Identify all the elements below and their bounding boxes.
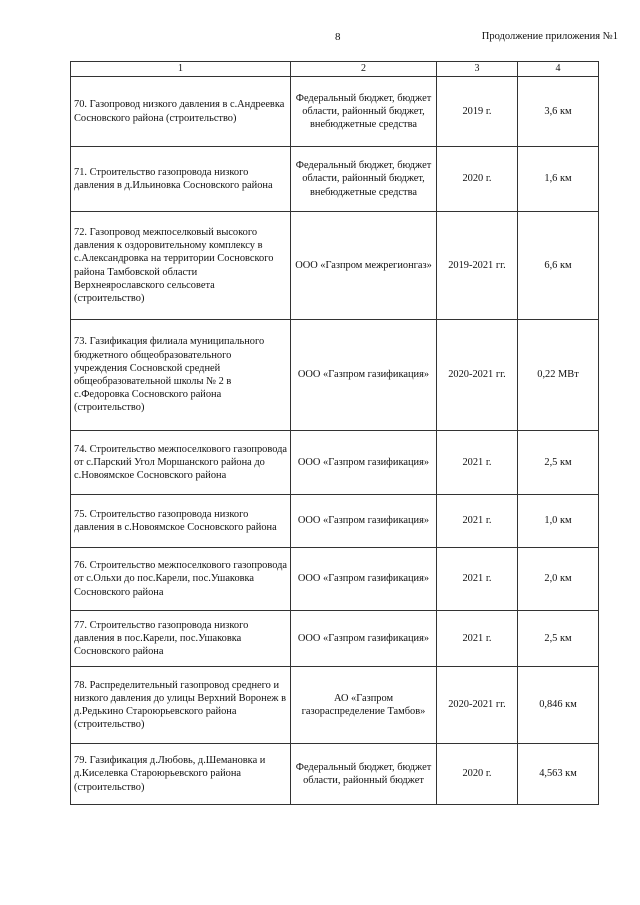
table-row bbox=[71, 548, 599, 611]
capacity-cell: 3,6 км bbox=[518, 77, 599, 147]
funding-source-cell: ООО «Газпром газификация» bbox=[291, 495, 437, 548]
period-cell: 2021 г. bbox=[437, 431, 518, 495]
capacity-cell: 2,5 км bbox=[518, 431, 599, 495]
table-row bbox=[71, 212, 599, 320]
funding-source-cell: Федеральный бюджет, бюджет области, районный бюджет, внебюджетные средства bbox=[291, 147, 437, 212]
funding-source-cell: АО «Газпром газораспределение Тамбов» bbox=[291, 667, 437, 744]
object-name-cell: 76. Строительство межпоселкового газопровода от с.Ольхи до пос.Карели, пос.Ушаковка Сосновского района bbox=[71, 548, 291, 611]
object-name-cell: 72. Газопровод межпоселковый высокого давления к оздоровительному комплексу в с.Александровка на территории Сосновского района Тамбовской области Верхнеярославского сельсовета (строительство) bbox=[71, 212, 291, 320]
object-name-cell: 71. Строительство газопровода низкого давления в д.Ильиновка Сосновского района bbox=[71, 147, 291, 212]
funding-source-cell: ООО «Газпром газификация» bbox=[291, 320, 437, 431]
object-name-cell: 73. Газификация филиала муниципального бюджетного общеобразовательного учреждения Сосновской средней общеобразовательной школы № 2 в с.Федоровка Сосновского района (строительство) bbox=[71, 320, 291, 431]
period-cell: 2020 г. bbox=[437, 147, 518, 212]
appendix-table bbox=[70, 61, 599, 805]
column-header-1: 1 bbox=[71, 62, 291, 77]
table-row bbox=[71, 77, 599, 147]
object-name-cell: 70. Газопровод низкого давления в с.Андреевка Сосновского района (строительство) bbox=[71, 77, 291, 147]
table-row bbox=[71, 320, 599, 431]
funding-source-cell: ООО «Газпром межрегионгаз» bbox=[291, 212, 437, 320]
continuation-label: Продолжение приложения №1 bbox=[481, 31, 618, 42]
funding-source-cell: Федеральный бюджет, бюджет области, районный бюджет bbox=[291, 744, 437, 805]
object-name-cell: 75. Строительство газопровода низкого давления в с.Новоямское Сосновского района bbox=[71, 495, 291, 548]
period-cell: 2021 г. bbox=[437, 611, 518, 667]
capacity-cell: 1,6 км bbox=[518, 147, 599, 212]
period-cell: 2020 г. bbox=[437, 744, 518, 805]
column-header-2: 2 bbox=[291, 62, 437, 77]
period-cell: 2019 г. bbox=[437, 77, 518, 147]
funding-source-cell: ООО «Газпром газификация» bbox=[291, 548, 437, 611]
capacity-cell: 2,0 км bbox=[518, 548, 599, 611]
capacity-cell: 1,0 км bbox=[518, 495, 599, 548]
object-name-cell: 77. Строительство газопровода низкого давления в пос.Карели, пос.Ушаковка Сосновского района bbox=[71, 611, 291, 667]
table-row bbox=[71, 744, 599, 805]
period-cell: 2020-2021 гг. bbox=[437, 667, 518, 744]
period-cell: 2019-2021 гг. bbox=[437, 212, 518, 320]
column-header-4: 4 bbox=[518, 62, 599, 77]
table-row bbox=[71, 431, 599, 495]
page-number: 8 bbox=[335, 31, 341, 43]
table-row bbox=[71, 147, 599, 212]
period-cell: 2021 г. bbox=[437, 548, 518, 611]
object-name-cell: 79. Газификация д.Любовь, д.Шемановка и д.Киселевка Староюрьевского района (строительство) bbox=[71, 744, 291, 805]
column-header-row bbox=[71, 62, 599, 77]
period-cell: 2020-2021 гг. bbox=[437, 320, 518, 431]
column-header-3: 3 bbox=[437, 62, 518, 77]
period-cell: 2021 г. bbox=[437, 495, 518, 548]
funding-source-cell: ООО «Газпром газификация» bbox=[291, 611, 437, 667]
table-row bbox=[71, 611, 599, 667]
capacity-cell: 2,5 км bbox=[518, 611, 599, 667]
object-name-cell: 74. Строительство межпоселкового газопровода от с.Парский Угол Моршанского района до с.Новоямское Сосновского района bbox=[71, 431, 291, 495]
capacity-cell: 0,846 км bbox=[518, 667, 599, 744]
object-name-cell: 78. Распределительный газопровод среднего и низкого давления до улицы Верхний Воронеж в д.Редькино Староюрьевского района (строительство) bbox=[71, 667, 291, 744]
table-row bbox=[71, 667, 599, 744]
capacity-cell: 4,563 км bbox=[518, 744, 599, 805]
funding-source-cell: Федеральный бюджет, бюджет области, районный бюджет, внебюджетные средства bbox=[291, 77, 437, 147]
capacity-cell: 6,6 км bbox=[518, 212, 599, 320]
table-row bbox=[71, 495, 599, 548]
funding-source-cell: ООО «Газпром газификация» bbox=[291, 431, 437, 495]
capacity-cell: 0,22 МВт bbox=[518, 320, 599, 431]
